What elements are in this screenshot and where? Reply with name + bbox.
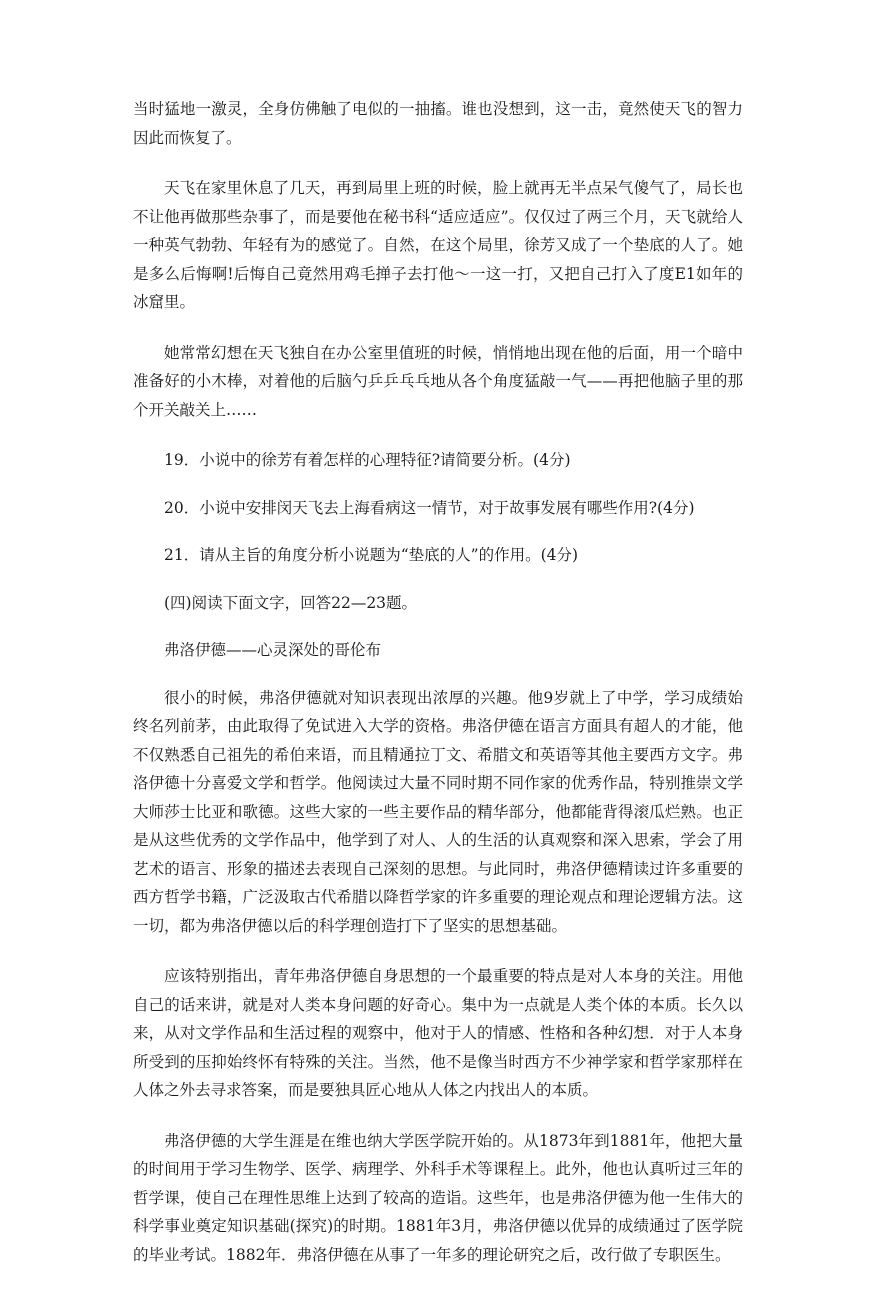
question-20: 20．小说中安排闵天飞去上海看病这一情节，对于故事发展有哪些作用?(4分) <box>164 498 695 517</box>
story-paragraph-2: 天飞在家里休息了几天，再到局里上班的时候，脸上就再无半点呆气傻气了，局长也不让他再做那些杂事了，而是要他在秘书科“适应适应”。仅仅过了两三个月，天飞就给人一种英气勃勃、年轻有为的感觉了。自然，在这个局里，徐芳又成了一个垫底的人了。她是多么后悔啊!后悔自己竟然用鸡毛掸子去打他～一这一打，又把自己打入了度E1如年的冰窟里。 <box>133 179 743 311</box>
article-paragraph-3: 弗洛伊德的大学生涯是在维也纳大学医学院开始的。从1873年到1881年，他把大量的时间用于学习生物学、医学、病理学、外科手术等课程上。此外，他也认真听过三年的哲学课，使自己在理性思维上达到了较高的造诣。这些年，也是弗洛伊德为他一生伟大的科学事业奠定知识基础(探究)的时期。1881年3月，弗洛伊德以优异的成绩通过了医学院的毕业考试。1882年．弗洛伊德在从事了一年多的理论研究之后，改行做了专职医生。 <box>133 1131 743 1264</box>
question-19: 19．小说中的徐芳有着怎样的心理特征?请简要分析。(4分) <box>164 451 571 469</box>
article-paragraph-1: 很小的时候，弗洛伊德就对知识表现出浓厚的兴趣。他9岁就上了中学，学习成绩始终名列前茅，由此取得了免试进入大学的资格。弗洛伊德在语言方面具有超人的才能，他不仅熟悉自己祖先的希伯来语，而且精通拉丁文、希腊文和英语等其他主要西方文字。弗洛伊德十分喜爱文学和哲学。他阅读过大量不同时期不同作家的优秀作品，特别推崇文学大师莎士比亚和歌德。这些大家的一些主要作品的精华部分，他都能背得滚瓜烂熟。也正是从这些优秀的文学作品中，他学到了对人、人的生活的认真观察和深入思索，学会了用艺术的语言、形象的描述去表现自己深刻的思想。与此同时，弗洛伊德精读过许多重要的西方哲学书籍，广泛汲取古代希腊以降哲学家的许多重要的理论观点和理论逻辑方法。这一切，都为弗洛伊德以后的科学理创造打下了坚实的思想基础。 <box>133 688 743 935</box>
article-paragraph-2: 应该特别指出，青年弗洛伊德自身思想的一个最重要的特点是对人本身的关注。用他自己的话来讲，就是对人类本身问题的好奇心。集中为一点就是人类个体的本质。长久以来，从对文学作品和生活过程的观察中，他对于人的情感、性格和各种幻想．对于人本身所受到的压抑始终怀有特殊的关注。当然，他不是像当时西方不少神学家和哲学家那样在人体之外去寻求答案，而是要独具匠心地从人体之内找出人的本质。 <box>133 967 743 1099</box>
story-paragraph-1: 当时猛地一激灵，全身仿佛触了电似的一抽搐。谁也没想到，这一击，竟然使天飞的智力因此而恢复了。 <box>133 100 743 147</box>
section-instruction: (四)阅读下面文字，回答22—23题。 <box>164 593 418 612</box>
article-title: 弗洛伊德——心灵深处的哥伦布 <box>164 641 382 659</box>
document-body <box>133 95 743 1291</box>
story-paragraph-3: 她常常幻想在天飞独自在办公室里值班的时候，悄悄地出现在他的后面，用一个暗中准备好的小木棒，对着他的后脑勺乒乒乓乓地从各个角度猛敲一气——再把他脑子里的那个开关敲关上…… <box>133 343 743 419</box>
question-21: 21．请从主旨的角度分析小说题为“垫底的人”的作用。(4分) <box>164 546 579 564</box>
